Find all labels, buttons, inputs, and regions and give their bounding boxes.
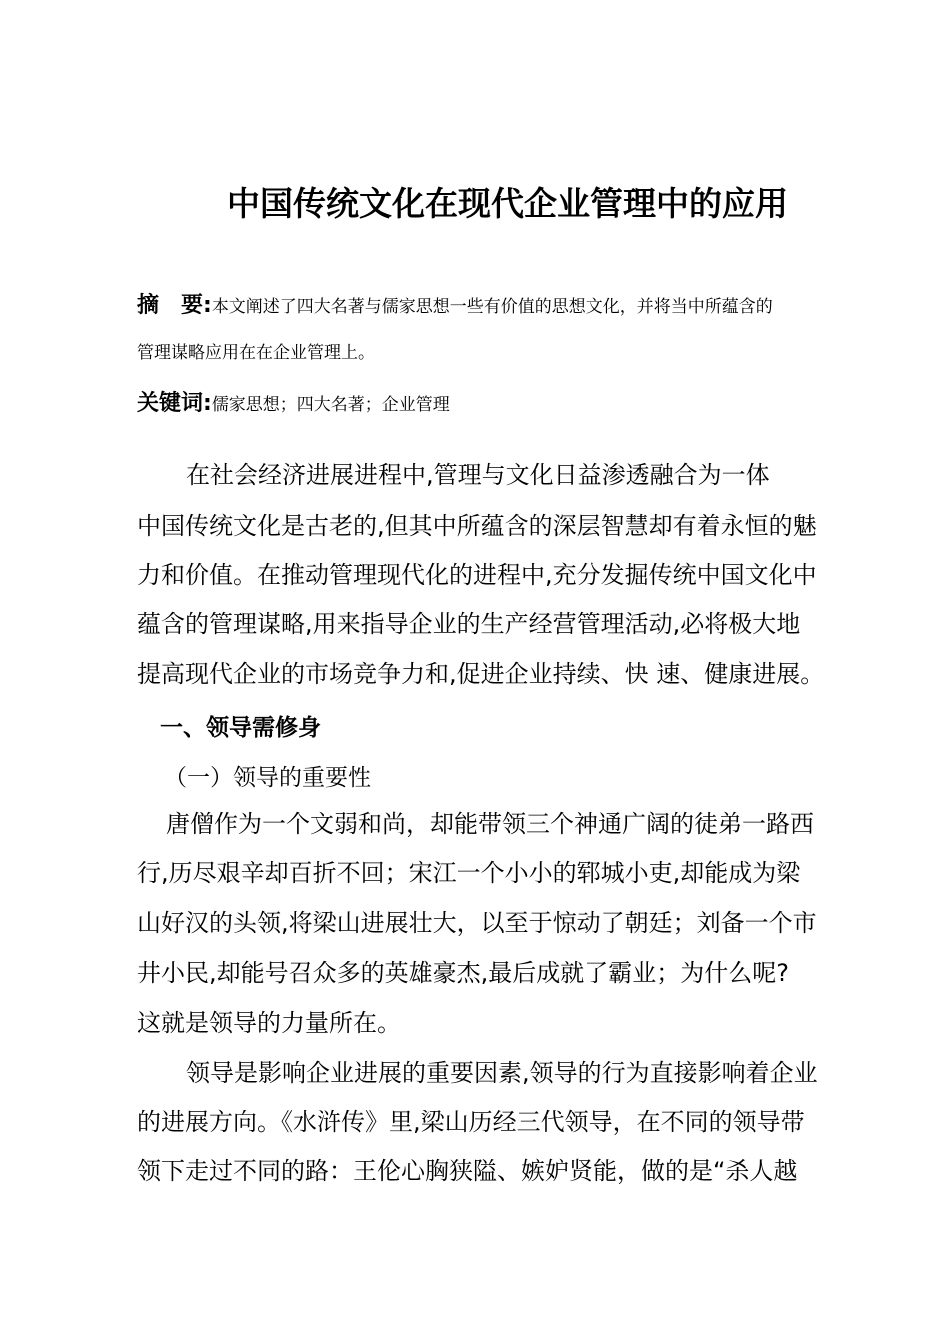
paragraph2-line-4: 井小民,却能号召众多的英雄豪杰,最后成就了霸业；为什么呢? <box>137 959 789 987</box>
paragraph2-line-3: 山好汉的头领,将梁山进展壮大，以至于惊动了朝廷；刘备一个市 <box>137 909 817 937</box>
paragraph3-line-1: 领导是影响企业进展的重要因素,领导的行为直接影响着企业 <box>186 1059 818 1087</box>
paragraph2-line-2: 行,历尽艰辛却百折不回；宋江一个小小的郓城小吏,却能成为梁 <box>137 859 801 887</box>
paragraph1-line-2: 中国传统文化是古老的,但其中所蕴含的深层智慧却有着永恒的魅 <box>137 512 817 540</box>
abstract-label: 摘 要: <box>137 293 212 318</box>
keywords-text: 儒家思想；四大名著；企业管理 <box>211 395 450 415</box>
paragraph1-line-4: 蕴含的管理谋略,用来指导企业的生产经营管理活动,必将极大地 <box>137 610 801 638</box>
section-heading-1: 一、领导需修身 <box>160 715 321 741</box>
paragraph2-line-5: 这就是领导的力量所在。 <box>137 1009 401 1037</box>
abstract-line-1 <box>137 288 773 319</box>
subsection-heading-1: （一）领导的重要性 <box>164 765 371 791</box>
paragraph2-line-1: 唐僧作为一个文弱和尚，却能带领三个神通广阔的徒弟一路西 <box>166 810 814 838</box>
paragraph1-line-3: 力和价值。在推动管理现代化的进程中,充分发掘传统中国文化中 <box>137 561 817 589</box>
abstract-text-2: 管理谋略应用在在企业管理上。 <box>137 343 375 363</box>
abstract-text-1: 本文阐述了四大名著与儒家思想一些有价值的思想文化，并将当中所蕴含的 <box>211 297 773 317</box>
document-title: 中国传统文化在现代企业管理中的应用 <box>227 184 788 223</box>
paragraph1-line-1: 在社会经济进展进程中,管理与文化日益渗透融合为一体 <box>186 461 770 489</box>
paragraph3-line-3: 领下走过不同的路：王伦心胸狭隘、嫉妒贤能，做的是“杀人越 <box>137 1157 798 1185</box>
keywords-line <box>137 386 450 417</box>
paragraph1-line-5: 提高现代企业的市场竞争力和,促进企业持续、快 速、健康进展。 <box>137 660 825 688</box>
paragraph3-line-2: 的进展方向。《水浒传》里,梁山历经三代领导，在不同的领导带 <box>137 1108 805 1136</box>
keywords-label: 关键词: <box>137 391 212 416</box>
